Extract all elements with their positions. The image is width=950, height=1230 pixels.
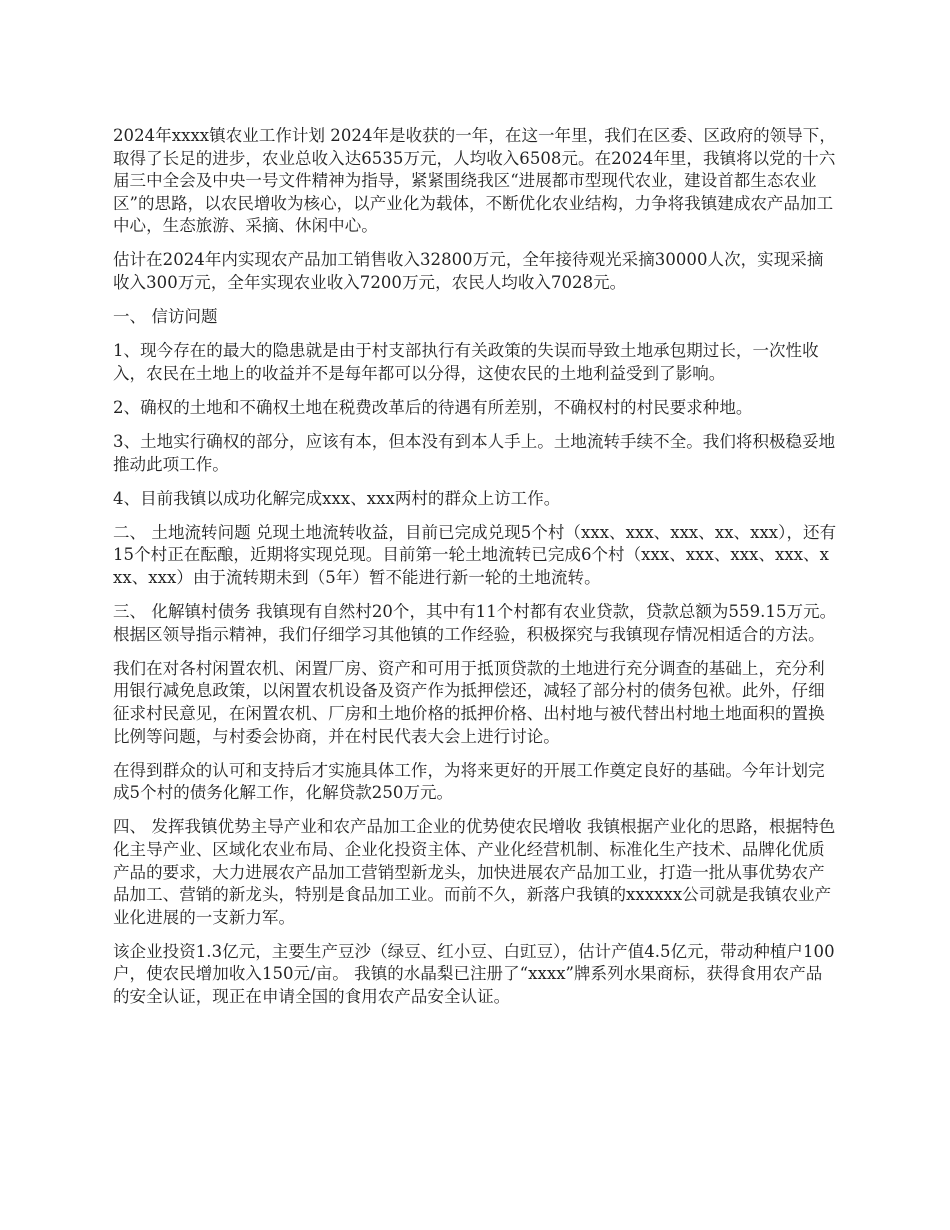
petition-item-2: 2、确权的土地和不确权土地在税费改革后的待遇有所差别，不确权村的村民要求种地。	[113, 397, 753, 417]
petition-item-3: 3、土地实行确权的部分，应该有本，但本没有到本人手上。土地流转手续不全。我们将积极稳妥地推动此项工作。	[113, 432, 836, 474]
estimate-paragraph: 估计在2024年内实现农产品加工销售收入32800万元，全年接待观光采摘30000人次，实现采摘收入300万元，全年实现农业收入7200万元，农民人均收入7028元。	[113, 250, 824, 293]
section-heading-petition: 一、 信访问题	[113, 307, 218, 327]
document-body	[113, 125, 838, 1020]
petition-item-4: 4、目前我镇以成功化解完成xxx、xxx两村的群众上访工作。	[113, 488, 561, 508]
intro-paragraph: 2024年xxxx镇农业工作计划 2024年是收获的一年，在这一年里，我们在区委、区政府的领导下，取得了长足的进步，农业总收入达6535万元，人均收入6508元。在2024年里，我镇将以党的十六届三中全会及中央一号文件精神为指导，紧紧围绕我区“进展都市型现代农业，建设首都生态农业区”的思路，以农民增收为核心，以产业化为载体，不断优化农业结构，力争将我镇建成农产品加工中心，生态旅游、采摘、休闲中心。	[113, 126, 836, 236]
debt-measures-paragraph: 我们在对各村闲置农机、闲置厂房、资产和可用于抵顶贷款的土地进行充分调查的基础上，充分利用银行减免息政策，以闲置农机设备及资产作为抵押偿还，减轻了部分村的债务包袱。此外，仔细征求村民意见，在闲置农机、厂房和土地价格的抵押价格、出村地与被代替出村地土地面积的置换比例等问题，与村委会协商，并在村民代表大会上进行讨论。	[113, 658, 825, 746]
debt-plan-paragraph: 在得到群众的认可和支持后才实施具体工作，为将来更好的开展工作奠定良好的基础。今年计划完成5个村的债务化解工作，化解贷款250万元。	[113, 760, 825, 803]
petition-item-1: 1、现今存在的最大的隐患就是由于村支部执行有关政策的失误而导致土地承包期过长，一次性收入，农民在土地上的收益并不是每年都可以分得，这使农民的土地利益受到了影响。	[113, 341, 819, 383]
section-industry: 四、 发挥我镇优势主导产业和农产品加工企业的优势使农民增收 我镇根据产业化的思路，根据特色化主导产业、区域化农业布局、企业化投资主体、产业化经营机制、标准化生产技术、品牌化优质产品的要求，大力进展农产品加工营销型新龙头，加快进展农产品加工业，打造一批从事优势农产品加工、营销的新龙头，特别是食品加工业。而前不久，新落户我镇的xxxxxx公司就是我镇农业产业化进展的一支新力军。	[113, 817, 836, 927]
section-debt-resolution: 三、 化解镇村债务 我镇现有自然村20个，其中有11个村都有农业贷款，贷款总额为559.15万元。根据区领导指示精神，我们仔细学习其他镇的工作经验，积极探究与我镇现存情况相适合的方法。	[113, 602, 837, 644]
enterprise-paragraph: 该企业投资1.3亿元，主要生产豆沙（绿豆、红小豆、白豇豆），估计产值4.5亿元，带动种植户100户，使农民增加收入150元/亩。 我镇的水晶梨已注册了“xxxx”牌系列水果商标，获得食用农产品的安全认证，现正在申请全国的食用农产品安全认证。	[113, 941, 835, 1006]
section-land-transfer: 二、 土地流转问题 兑现土地流转收益，目前已完成兑现5个村（xxx、xxx、xxx、xx、xxx），还有15个村正在酝酿，近期将实现兑现。目前第一轮土地流转已完成6个村（xxx、xxx、xxx、xxx、xxx、xxx）由于流转期未到（5年）暂不能进行新一轮的土地流转。	[113, 522, 837, 587]
